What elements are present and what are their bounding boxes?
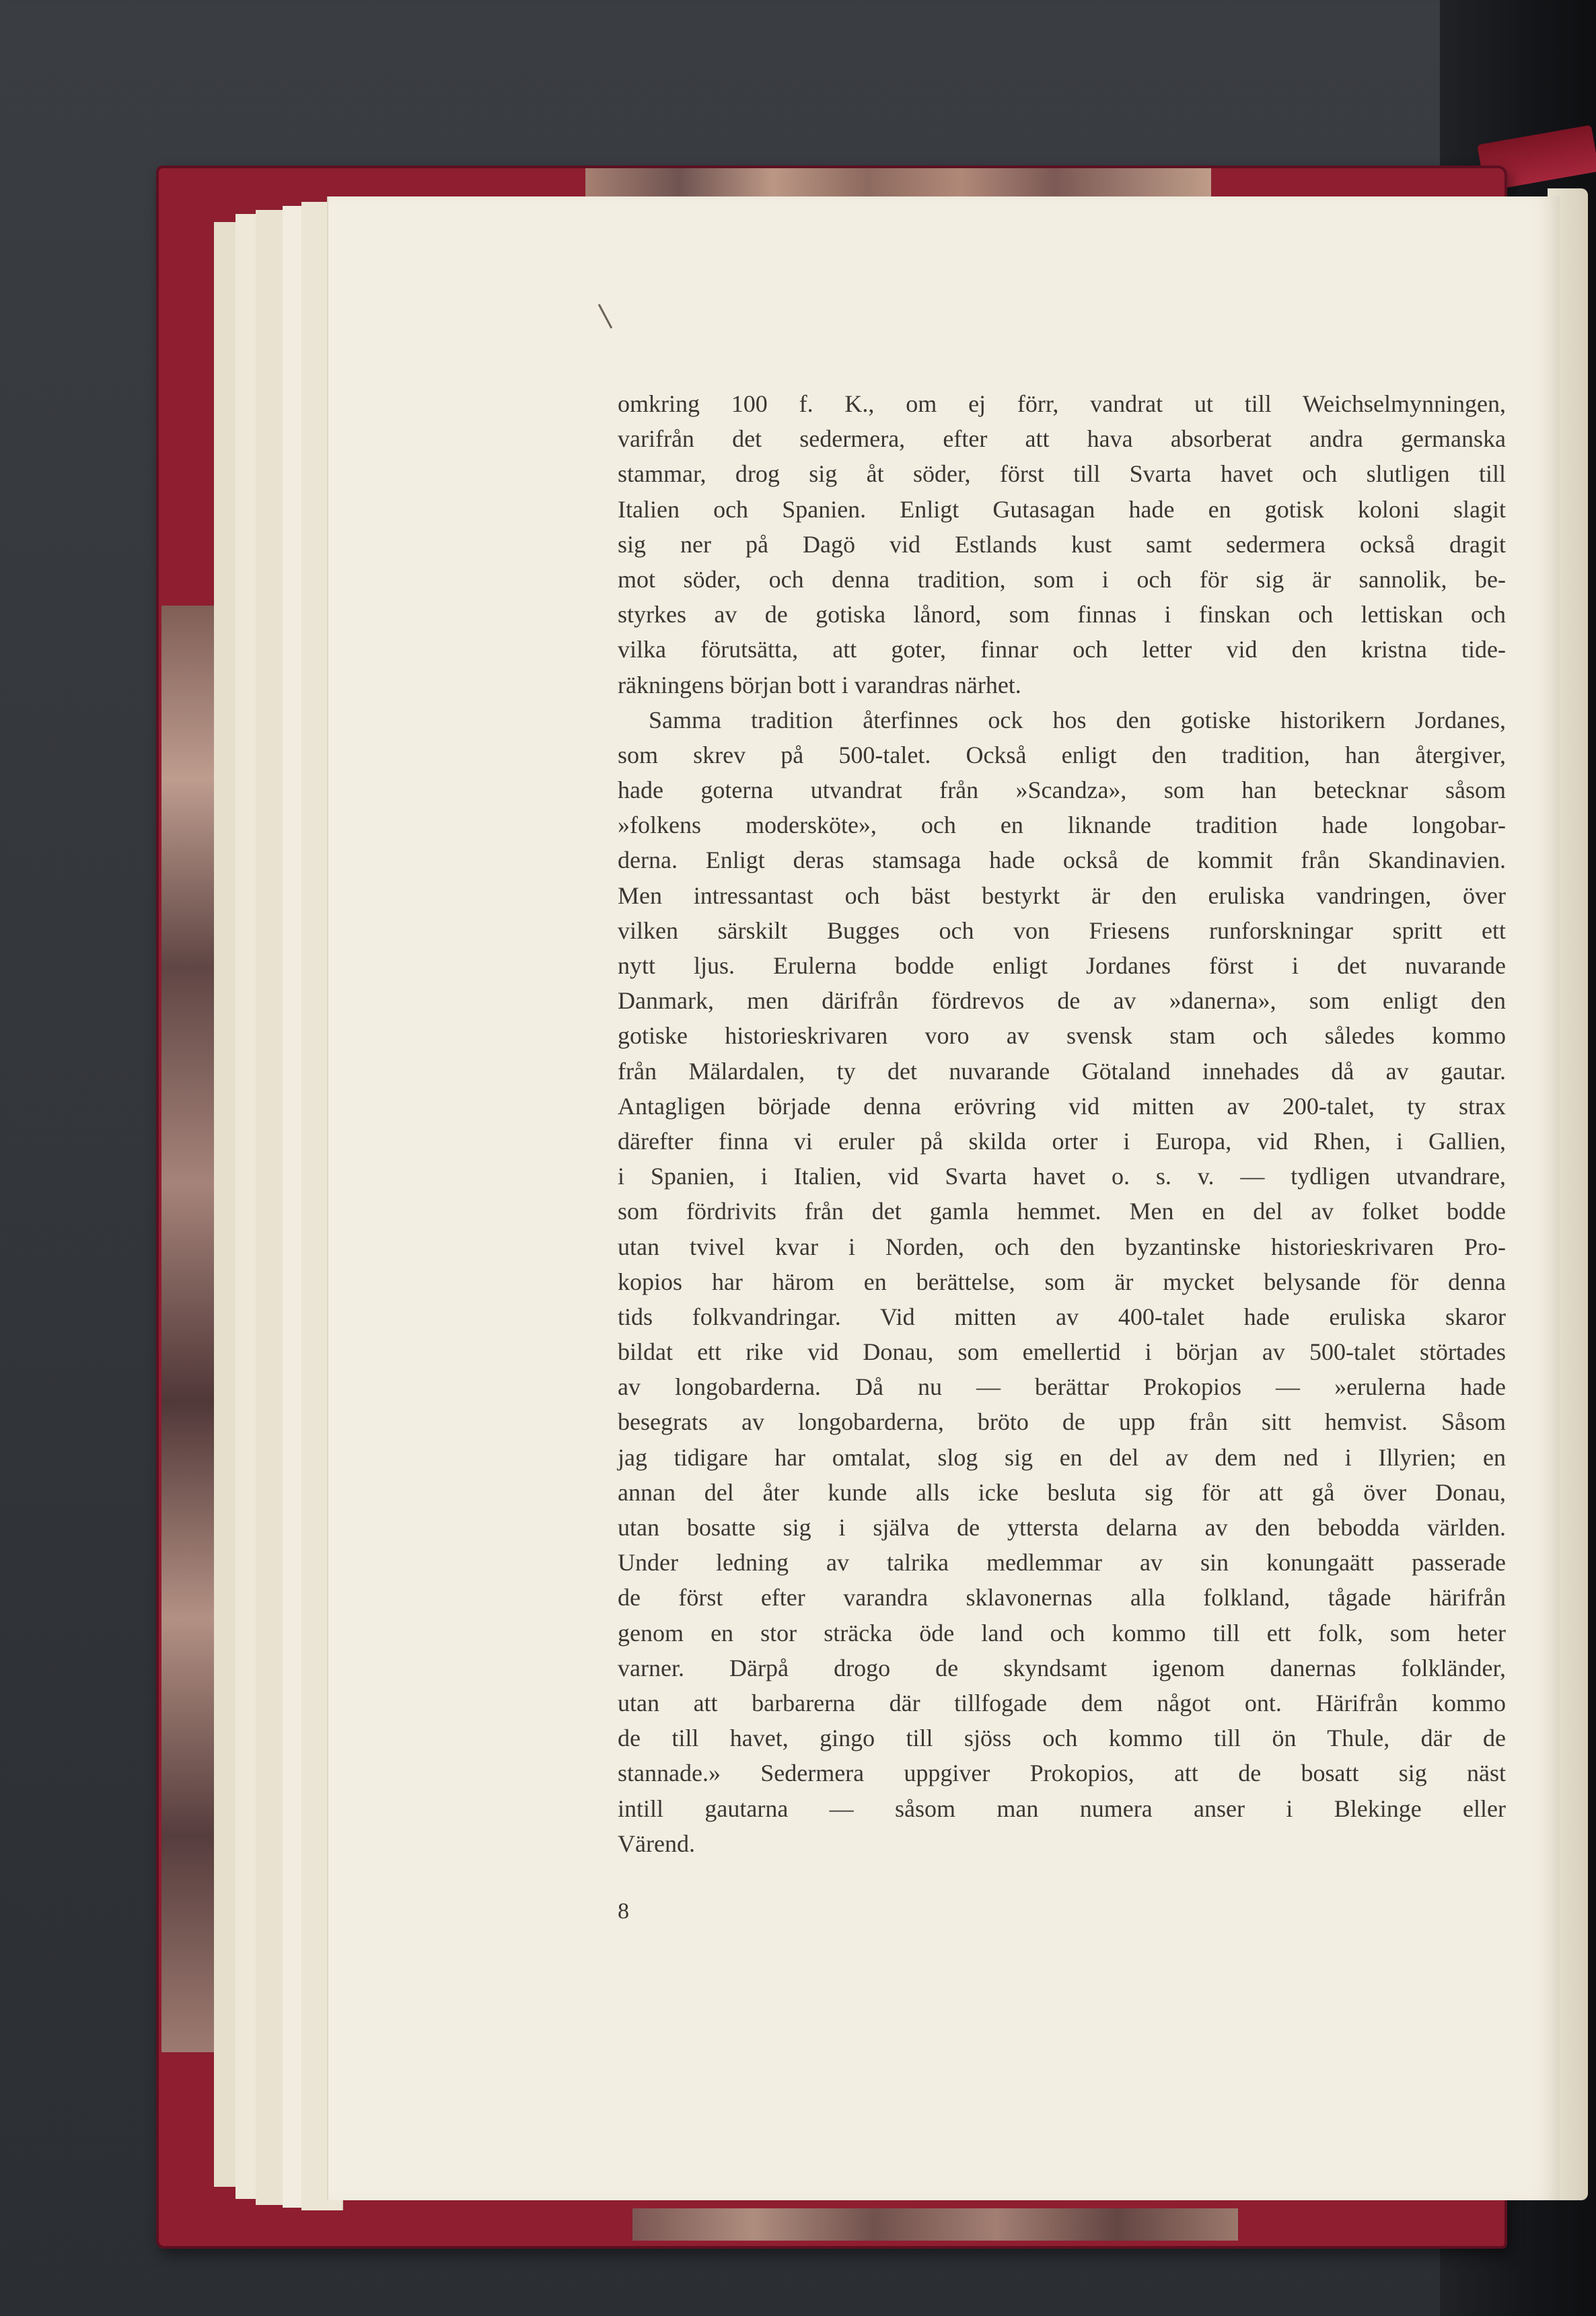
text-line: kopios har härom en berättelse, som är mycket belysande för denna — [618, 1268, 1506, 1295]
text-line: tids folkvandringar. Vid mitten av 400-talet hade eruliska skaror — [618, 1303, 1506, 1330]
text-line: Värend. — [618, 1830, 695, 1857]
text-line: nytt ljus. Erulerna bodde enligt Jordanes först i det nuvarande — [618, 952, 1506, 979]
text-line: utan tvivel kvar i Norden, och den byzantinske historieskrivaren Pro- — [618, 1233, 1506, 1260]
text-line: räkningens början bott i varandras närhet. — [618, 671, 1021, 698]
text-line: gotiske historieskrivaren voro av svensk stam och således kommo — [618, 1022, 1506, 1050]
text-line: som skrev på 500-talet. Också enligt den tradition, han återgiver, — [618, 741, 1506, 768]
text-line: varifrån det sedermera, efter att hava absorberat andra germanska — [618, 425, 1506, 453]
text-line: annan del åter kunde alls icke besluta sig för att gå över Donau, — [618, 1478, 1506, 1506]
text-line: besegrats av longobarderna, bröto de upp från sitt hemvist. Såsom — [618, 1408, 1506, 1436]
text-line: därefter finna vi eruler på skilda orter i Europa, vid Rhen, i Gallien, — [618, 1127, 1506, 1155]
text-line: stannade.» Sedermera uppgiver Prokopios, att de bosatt sig näst — [618, 1760, 1506, 1787]
text-line: utan att barbarerna där tillfogade dem något ont. Härifrån kommo — [618, 1689, 1506, 1716]
text-line: Samma tradition återfinnes ock hos den gotiske historikern Jordanes, — [649, 706, 1506, 733]
text-line: hade goterna utvandrat från »Scandza», som han betecknar såsom — [618, 776, 1506, 804]
text-line: omkring 100 f. K., om ej förr, vandrat ut till Weichselmynningen, — [618, 390, 1506, 417]
text-line: de till havet, gingo till sjöss och kommo till ön Thule, där de — [618, 1725, 1506, 1752]
cover-marble-bottom — [632, 2208, 1238, 2241]
text-line: vilka förutsätta, att goter, finnar och letter vid den kristna tide- — [618, 636, 1506, 663]
text-line: vilken särskilt Bugges och von Friesens runforskningar spritt ett — [618, 916, 1506, 944]
text-line: styrkes av de gotiska lånord, som finnas i finskan och lettiskan och — [618, 601, 1506, 628]
text-line: Italien och Spanien. Enligt Gutasagan hade en gotisk koloni slagit — [618, 495, 1506, 523]
text-line: sig ner på Dagö vid Estlands kust samt sedermera också dragit — [618, 530, 1506, 558]
text-line: de först efter varandra sklavonernas alla folkland, tågade härifrån — [618, 1584, 1506, 1612]
text-line: »folkens modersköte», och en liknande tradition hade longobar- — [618, 811, 1506, 839]
text-line: mot söder, och denna tradition, som i och för sig är sannolik, be- — [618, 565, 1506, 593]
text-line: av longobarderna. Då nu — berättar Prokopios — »erulerna hade — [618, 1373, 1506, 1401]
text-line: jag tidigare har omtalat, slog sig en del av dem ned i Illyrien; en — [618, 1443, 1506, 1471]
text-line: derna. Enligt deras stamsaga hade också de kommit från Skandinavien. — [618, 846, 1506, 874]
page-number: 8 — [618, 1899, 629, 1924]
text-line: Under ledning av talrika medlemmar av sin konungaätt passerade — [618, 1549, 1506, 1577]
text-line: bildat ett rike vid Donau, som emellertid i början av 500-talet störtades — [618, 1338, 1506, 1366]
body-text — [618, 386, 1506, 1861]
text-line: utan bosatte sig i själva de yttersta delarna av den bebodda världen. — [618, 1514, 1506, 1541]
text-line: Danmark, men därifrån fördrevos de av »danerna», som enligt den — [618, 987, 1506, 1015]
text-line: genom en stor sträcka öde land och kommo till ett folk, som heter — [618, 1619, 1506, 1646]
text-line: i Spanien, i Italien, vid Svarta havet o. s. v. — tydligen utvandrare, — [618, 1163, 1506, 1190]
text-line: som fördrivits från det gamla hemmet. Men en del av folket bodde — [618, 1198, 1506, 1225]
text-line: Antagligen började denna erövring vid mitten av 200-talet, ty strax — [618, 1092, 1506, 1120]
text-line: från Mälardalen, ty det nuvarande Götaland innehades då av gautar. — [618, 1057, 1506, 1085]
text-line: varner. Därpå drogo de skyndsamt igenom danernas folkländer, — [618, 1654, 1506, 1681]
text-line: intill gautarna — såsom man numera anser i Blekinge eller — [618, 1795, 1506, 1822]
text-line: stammar, drog sig åt söder, först till Svarta havet och slutligen till — [618, 460, 1506, 488]
text-line: Men intressantast och bäst bestyrkt är den eruliska vandringen, över — [618, 881, 1506, 909]
